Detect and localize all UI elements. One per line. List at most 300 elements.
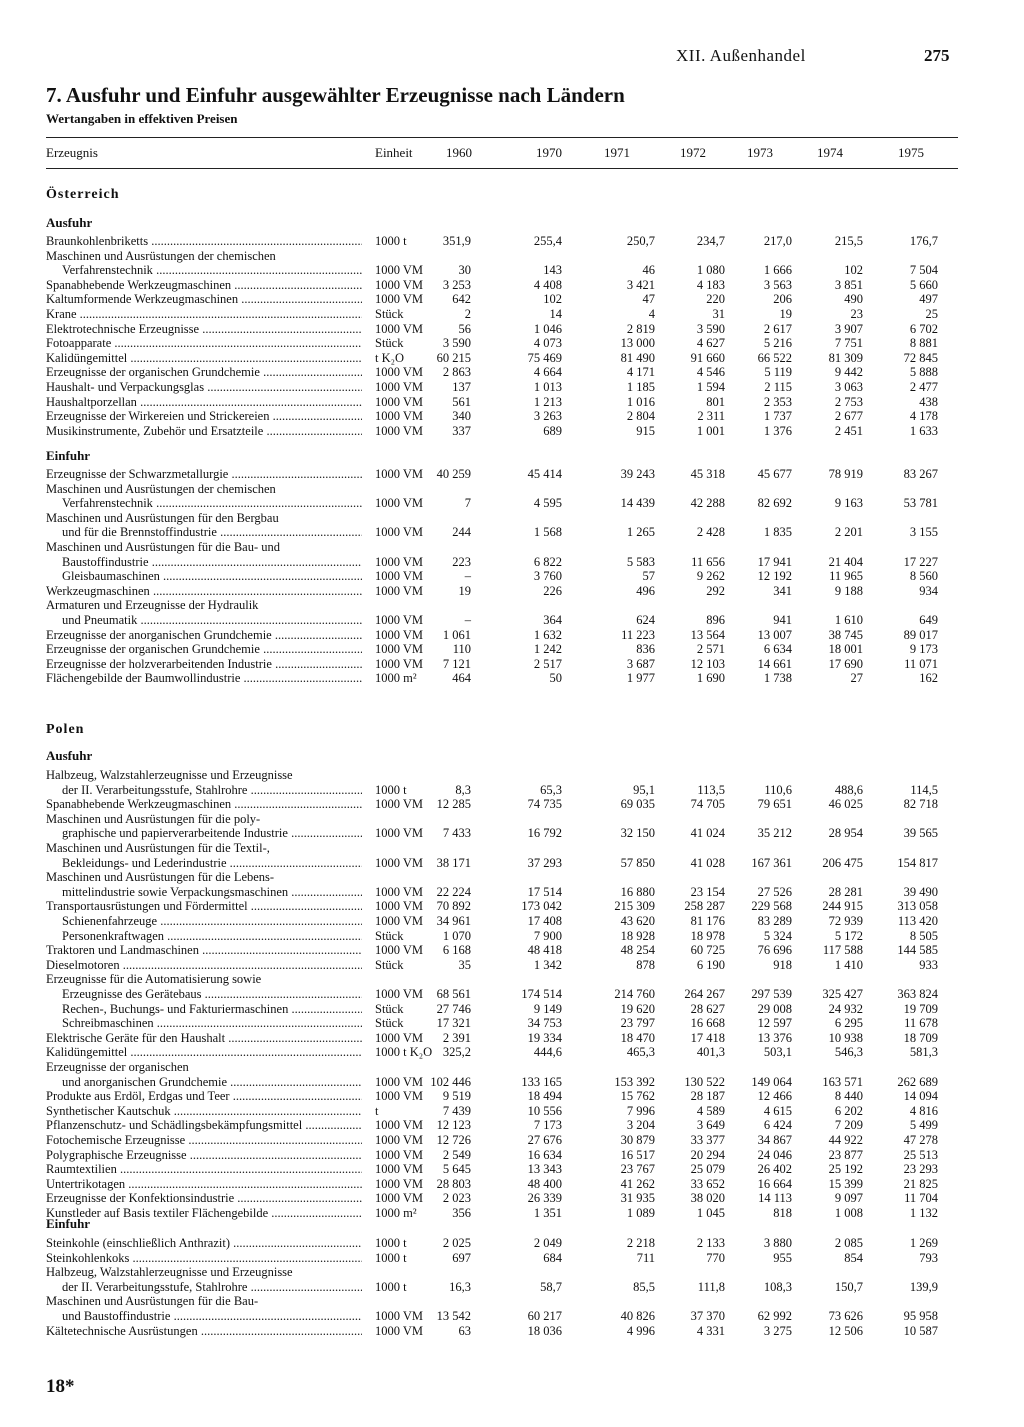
row-label: Spanabhebende Werkzeugmaschinen ..... <box>46 797 362 811</box>
row-label: der II. Verarbeitungsstufe, Stahlrohre ..... <box>62 1280 362 1294</box>
table-row <box>0 1045 1024 1059</box>
value-cell: 18 494 <box>527 1089 562 1104</box>
value-cell: 10 938 <box>828 1030 863 1045</box>
value-cell: 66 522 <box>757 350 792 365</box>
row-label: Erzeugnisse des Gerätebaus ..... <box>62 987 362 1001</box>
value-cell: 47 278 <box>903 1133 938 1147</box>
value-cell: 4 996 <box>626 1323 655 1338</box>
table-row <box>0 1280 1024 1294</box>
value-cell: 9 188 <box>834 583 863 598</box>
row-unit: 1000 VM <box>375 321 424 336</box>
row-label: Maschinen und Ausrüstungen für die poly- <box>46 811 261 826</box>
value-cell: 3 421 <box>626 277 655 292</box>
value-cell: 3 687 <box>626 656 655 671</box>
value-cell: 173 042 <box>521 899 562 914</box>
value-cell: 9 262 <box>696 569 725 584</box>
value-cell: 110,6 <box>764 782 792 797</box>
value-cell: 444,6 <box>533 1045 562 1060</box>
value-cell: 14 439 <box>620 496 655 511</box>
table-row <box>0 351 1024 365</box>
table-row <box>0 1265 1024 1279</box>
table-row <box>0 322 1024 336</box>
row-unit: 1000 VM <box>375 1176 424 1191</box>
row-label: Bekleidungs- und Lederindustrie ..... <box>62 856 362 870</box>
row-label: Kalidüngemittel ..... <box>46 1045 362 1059</box>
row-label: Braunkohlenbriketts ..... <box>46 234 362 248</box>
table-row <box>0 1148 1024 1162</box>
row-label: Maschinen und Ausrüstungen der chemischen <box>46 248 276 263</box>
value-cell: 110 <box>452 642 471 657</box>
value-cell: 85,5 <box>633 1279 655 1294</box>
row-label: Gleisbaumaschinen ..... <box>62 569 362 583</box>
value-cell: 2 353 <box>763 394 792 409</box>
value-cell: 2 023 <box>442 1191 471 1206</box>
row-unit: 1000 VM <box>375 569 424 584</box>
value-cell: 113,5 <box>697 782 725 797</box>
value-cell: 65,3 <box>540 782 562 797</box>
value-cell: 23 293 <box>903 1162 938 1177</box>
value-cell: 23 877 <box>828 1147 863 1162</box>
value-cell: 244 <box>452 525 471 540</box>
header-rule <box>46 168 958 169</box>
value-cell: 117 588 <box>822 943 863 958</box>
row-label: Armaturen und Erzeugnisse der Hydraulik <box>46 598 259 613</box>
column-header-unit: Einheit <box>375 145 413 160</box>
table-row <box>0 642 1024 656</box>
row-label: Maschinen und Ausrüstungen für den Bergbau <box>46 510 279 525</box>
value-cell: 313 058 <box>897 899 938 914</box>
value-cell: 1 016 <box>626 394 655 409</box>
value-cell: 2 218 <box>626 1236 655 1250</box>
row-label: der II. Verarbeitungsstufe, Stahlrohre ..... <box>62 783 362 797</box>
value-cell: 255,4 <box>533 234 562 248</box>
value-cell: 25 513 <box>903 1147 938 1162</box>
value-cell: 3 907 <box>834 321 863 336</box>
table-row <box>0 584 1024 598</box>
value-cell: 7 900 <box>533 928 562 943</box>
value-cell: 53 781 <box>903 496 938 511</box>
value-cell: 6 168 <box>442 943 471 958</box>
value-cell: 18 470 <box>620 1030 655 1045</box>
row-label: Rechen-, Buchungs- und Fakturiermaschinen ..... <box>62 1002 362 1016</box>
value-cell: 217,0 <box>763 234 792 248</box>
row-label: Fotoapparate ..... <box>46 336 362 350</box>
row-label: und für die Brennstoffindustrie ..... <box>62 525 362 539</box>
value-cell: 1 610 <box>834 613 863 627</box>
row-label: Dieselmotoren ..... <box>46 958 362 972</box>
group-heading: Einfuhr <box>46 1216 91 1231</box>
value-cell: 1 001 <box>696 423 725 438</box>
value-cell: 89 017 <box>903 627 938 642</box>
table-row <box>0 1236 1024 1250</box>
column-header-year: 1971 <box>604 145 630 160</box>
value-cell: 29 008 <box>757 1001 792 1016</box>
table-row <box>0 671 1024 685</box>
row-label: Raumtextilien ..... <box>46 1162 362 1176</box>
value-cell: 8 560 <box>909 569 938 584</box>
row-label: Personenkraftwagen ..... <box>62 929 362 943</box>
row-unit: Stück <box>375 336 404 351</box>
table-row <box>0 380 1024 394</box>
row-unit: 1000 VM <box>375 380 424 394</box>
row-unit: Stück <box>375 957 404 972</box>
value-cell: 226 <box>543 583 562 598</box>
value-cell: 39 490 <box>903 884 938 899</box>
value-cell: 72 939 <box>828 914 863 928</box>
value-cell: 1 132 <box>909 1206 938 1220</box>
value-cell: 11 965 <box>829 569 863 584</box>
table-row <box>0 783 1024 797</box>
value-cell: 74 705 <box>690 797 725 812</box>
value-cell: 2 804 <box>626 409 655 424</box>
value-cell: 1 265 <box>626 525 655 540</box>
value-cell: 28 281 <box>828 884 863 899</box>
value-cell: 41 024 <box>690 826 725 841</box>
row-unit: 1000 m² <box>375 671 417 686</box>
value-cell: 561 <box>452 394 471 409</box>
value-cell: 229 568 <box>751 899 792 914</box>
row-unit: 1000 VM <box>375 826 424 841</box>
table-row <box>0 365 1024 379</box>
value-cell: 3 275 <box>763 1323 792 1338</box>
row-unit: 1000 VM <box>375 855 424 870</box>
value-cell: 50 <box>549 671 562 686</box>
value-cell: – <box>464 569 471 584</box>
value-cell: 2 819 <box>626 321 655 336</box>
value-cell: 1 738 <box>763 671 792 686</box>
value-cell: 35 212 <box>757 826 792 841</box>
value-cell: 48 418 <box>527 943 562 958</box>
table-row <box>0 467 1024 481</box>
row-label: mittelindustrie sowie Verpackungsmaschinen ..... <box>62 885 362 899</box>
row-unit: 1000 t <box>375 1279 407 1294</box>
value-cell: 27 526 <box>757 884 792 899</box>
value-cell: 28 627 <box>690 1001 725 1016</box>
value-cell: 955 <box>773 1250 792 1265</box>
value-cell: 6 202 <box>834 1103 863 1118</box>
value-cell: 3 880 <box>763 1236 792 1250</box>
value-cell: 32 150 <box>620 826 655 841</box>
value-cell: 9 173 <box>909 642 938 657</box>
value-cell: 1 013 <box>533 380 562 394</box>
value-cell: 12 192 <box>757 569 792 584</box>
row-label: Kalidüngemittel ..... <box>46 351 362 365</box>
table-row <box>0 496 1024 510</box>
row-unit: 1000 t <box>375 1250 407 1265</box>
value-cell: 60 217 <box>527 1309 562 1323</box>
value-cell: 81 490 <box>620 350 655 365</box>
row-unit: 1000 VM <box>375 987 424 1001</box>
value-cell: 9 163 <box>834 496 863 511</box>
table-subtitle: Wertangaben in effektiven Preisen <box>46 111 238 126</box>
value-cell: 82 718 <box>903 797 938 812</box>
row-unit: t <box>375 1103 379 1118</box>
value-cell: 264 267 <box>684 987 725 1001</box>
table-row <box>0 943 1024 957</box>
value-cell: 262 689 <box>897 1074 938 1089</box>
row-unit: 1000 VM <box>375 423 424 438</box>
value-cell: 12 506 <box>828 1323 863 1338</box>
value-cell: 341 <box>773 583 792 598</box>
value-cell: 1 666 <box>763 263 792 278</box>
value-cell: 17 690 <box>828 656 863 671</box>
value-cell: 27 <box>850 671 863 686</box>
value-cell: 102 <box>844 263 863 278</box>
value-cell: 25 192 <box>828 1162 863 1177</box>
value-cell: 18 928 <box>620 928 655 943</box>
value-cell: 5 172 <box>834 928 863 943</box>
row-unit: 1000 VM <box>375 292 424 307</box>
value-cell: 3 649 <box>696 1118 725 1133</box>
value-cell: 4 408 <box>533 277 562 292</box>
page-number: 275 <box>924 46 950 65</box>
value-cell: 7 <box>464 496 471 511</box>
value-cell: 45 318 <box>690 467 725 481</box>
value-cell: 2 549 <box>442 1147 471 1162</box>
value-cell: 78 919 <box>828 467 863 481</box>
value-cell: 340 <box>452 409 471 424</box>
row-unit: 1000 VM <box>375 263 424 278</box>
value-cell: 23 154 <box>690 884 725 899</box>
row-label: Krane ..... <box>46 307 362 321</box>
value-cell: 351,9 <box>442 234 471 248</box>
value-cell: 3 760 <box>533 569 562 584</box>
table-row <box>0 569 1024 583</box>
row-unit: 1000 VM <box>375 1133 424 1147</box>
value-cell: 75 469 <box>527 350 562 365</box>
value-cell: 5 119 <box>764 365 792 380</box>
row-unit: 1000 VM <box>375 1309 424 1323</box>
value-cell: 2 677 <box>834 409 863 424</box>
value-cell: 1 242 <box>533 642 562 657</box>
value-cell: 60 725 <box>690 943 725 958</box>
value-cell: 39 243 <box>620 467 655 481</box>
row-label: Erzeugnisse der organischen Grundchemie ..... <box>46 365 362 379</box>
value-cell: 28 954 <box>828 826 863 841</box>
value-cell: 12 285 <box>436 797 471 812</box>
row-unit: 1000 VM <box>375 365 424 380</box>
table-row <box>0 797 1024 811</box>
row-label: Maschinen und Ausrüstungen für die Textil-, <box>46 841 270 855</box>
value-cell: 5 888 <box>909 365 938 380</box>
value-cell: 244 915 <box>822 899 863 914</box>
column-header-year: 1974 <box>817 145 843 160</box>
value-cell: 4 183 <box>696 277 725 292</box>
row-label: Halbzeug, Walzstahlerzeugnisse und Erzeugnisse <box>46 1265 293 1280</box>
value-cell: 7 751 <box>834 336 863 351</box>
value-cell: 20 294 <box>690 1147 725 1162</box>
value-cell: 770 <box>706 1250 725 1265</box>
row-unit: 1000 VM <box>375 467 424 481</box>
value-cell: 114,5 <box>910 782 938 797</box>
value-cell: 464 <box>452 671 471 686</box>
value-cell: 7 173 <box>533 1118 562 1133</box>
value-cell: 17 227 <box>903 554 938 569</box>
group-heading: Einfuhr <box>46 448 91 463</box>
row-unit: 1000 VM <box>375 409 424 424</box>
country-heading: Österreich <box>46 187 120 202</box>
value-cell: 46 025 <box>828 797 863 812</box>
value-cell: 40 826 <box>620 1309 655 1323</box>
value-cell: 6 424 <box>763 1118 792 1133</box>
table-row <box>0 555 1024 569</box>
value-cell: 13 007 <box>757 627 792 642</box>
value-cell: 63 <box>458 1323 471 1338</box>
value-cell: 69 035 <box>620 797 655 812</box>
value-cell: 23 797 <box>620 1016 655 1031</box>
value-cell: 41 028 <box>690 855 725 870</box>
value-cell: 4 816 <box>909 1103 938 1118</box>
table-row <box>0 1294 1024 1308</box>
value-cell: 57 850 <box>620 855 655 870</box>
table-row <box>0 1089 1024 1103</box>
value-cell: 2 428 <box>696 525 725 540</box>
table-row <box>0 409 1024 423</box>
value-cell: 220 <box>706 292 725 307</box>
value-cell: 1 410 <box>834 957 863 972</box>
value-cell: 45 414 <box>527 467 562 481</box>
row-unit: 1000 VM <box>375 1074 424 1089</box>
value-cell: 16 880 <box>620 884 655 899</box>
value-cell: 95 958 <box>903 1309 938 1323</box>
value-cell: 250,7 <box>626 234 655 248</box>
row-label: Flächengebilde der Baumwollindustrie ..... <box>46 671 362 685</box>
value-cell: 23 767 <box>620 1162 655 1177</box>
value-cell: 915 <box>636 423 655 438</box>
row-label: Synthetischer Kautschuk ..... <box>46 1104 362 1118</box>
table-row <box>0 1324 1024 1338</box>
value-cell: 223 <box>452 554 471 569</box>
value-cell: 8 505 <box>909 928 938 943</box>
column-header-year: 1975 <box>898 145 924 160</box>
value-cell: 74 735 <box>527 797 562 812</box>
row-unit: 1000 VM <box>375 1162 424 1177</box>
row-unit: 1000 VM <box>375 1323 424 1338</box>
value-cell: 490 <box>844 292 863 307</box>
value-cell: 143 <box>543 263 562 278</box>
value-cell: 697 <box>452 1250 471 1265</box>
group-heading: Ausfuhr <box>46 215 93 230</box>
value-cell: 5 645 <box>442 1162 471 1177</box>
value-cell: 9 149 <box>533 1001 562 1016</box>
row-label: Steinkohlenkoks ..... <box>46 1251 362 1265</box>
value-cell: 878 <box>636 957 655 972</box>
row-unit: 1000 VM <box>375 899 424 914</box>
value-cell: 5 660 <box>909 277 938 292</box>
value-cell: 297 539 <box>751 987 792 1001</box>
value-cell: 2 049 <box>533 1236 562 1250</box>
value-cell: 934 <box>919 583 938 598</box>
value-cell: 1 185 <box>626 380 655 394</box>
value-cell: 7 433 <box>442 826 471 841</box>
table-row <box>0 826 1024 840</box>
row-label: Kältetechnische Ausrüstungen ..... <box>46 1324 362 1338</box>
row-unit: 1000 VM <box>375 1147 424 1162</box>
value-cell: 21 404 <box>828 554 863 569</box>
row-unit: 1000 VM <box>375 554 424 569</box>
value-cell: 149 064 <box>751 1074 792 1089</box>
value-cell: 3 204 <box>626 1118 655 1133</box>
value-cell: 14 094 <box>903 1089 938 1104</box>
row-unit: 1000 VM <box>375 496 424 511</box>
table-row <box>0 1133 1024 1147</box>
value-cell: 27 746 <box>436 1001 471 1016</box>
value-cell: 711 <box>636 1250 655 1265</box>
table-row <box>0 1075 1024 1089</box>
row-unit: 1000 VM <box>375 1089 424 1104</box>
row-label: Maschinen und Ausrüstungen für die Lebens- <box>46 870 275 885</box>
row-label: Baustoffindustrie ..... <box>62 555 362 569</box>
value-cell: 81 176 <box>690 914 725 928</box>
value-cell: 3 263 <box>533 409 562 424</box>
table-row <box>0 482 1024 496</box>
value-cell: 176,7 <box>909 234 938 248</box>
value-cell: 16 792 <box>527 826 562 841</box>
value-cell: 793 <box>919 1250 938 1265</box>
value-cell: 4 546 <box>696 365 725 380</box>
table-row <box>0 540 1024 554</box>
value-cell: 7 121 <box>442 656 471 671</box>
value-cell: 1 835 <box>763 525 792 540</box>
row-label: Fotochemische Erzeugnisse ..... <box>46 1133 362 1147</box>
row-unit: Stück <box>375 928 404 943</box>
value-cell: 5 499 <box>909 1118 938 1133</box>
row-unit: Stück <box>375 1016 404 1031</box>
value-cell: 9 519 <box>442 1089 471 1104</box>
value-cell: 8 881 <box>909 336 938 351</box>
value-cell: 5 583 <box>626 554 655 569</box>
value-cell: 1 269 <box>909 1236 938 1250</box>
value-cell: 258 287 <box>684 899 725 914</box>
value-cell: 12 726 <box>436 1133 471 1147</box>
value-cell: 47 <box>642 292 655 307</box>
row-unit: 1000 VM <box>375 277 424 292</box>
value-cell: 46 <box>642 263 655 278</box>
value-cell: 801 <box>706 394 725 409</box>
value-cell: 17 321 <box>436 1016 471 1031</box>
value-cell: 12 123 <box>436 1118 471 1133</box>
value-cell: 1 070 <box>442 928 471 943</box>
country-heading: Polen <box>46 722 85 737</box>
row-unit: 1000 t K₂O <box>375 1045 433 1060</box>
value-cell: 30 879 <box>620 1133 655 1147</box>
row-unit: 1000 VM <box>375 394 424 409</box>
value-cell: 6 295 <box>834 1016 863 1031</box>
row-unit: 1000 VM <box>375 797 424 812</box>
table-row <box>0 768 1024 782</box>
row-unit: 1000 t <box>375 1236 407 1250</box>
value-cell: 465,3 <box>626 1045 655 1060</box>
value-cell: 154 817 <box>897 855 938 870</box>
value-cell: 503,1 <box>763 1045 792 1060</box>
value-cell: 73 626 <box>828 1309 863 1323</box>
value-cell: 30 <box>458 263 471 278</box>
value-cell: 11 223 <box>621 627 655 642</box>
value-cell: 26 339 <box>527 1191 562 1206</box>
row-unit: 1000 t <box>375 782 407 797</box>
row-label: Schienenfahrzeuge ..... <box>62 914 362 928</box>
value-cell: 7 504 <box>909 263 938 278</box>
value-cell: 3 253 <box>442 277 471 292</box>
table-row <box>0 841 1024 855</box>
value-cell: 933 <box>919 957 938 972</box>
value-cell: 28 803 <box>436 1176 471 1191</box>
group-heading: Ausfuhr <box>46 748 93 763</box>
row-label: Maschinen und Ausrüstungen für die Bau- und <box>46 540 280 554</box>
value-cell: 91 660 <box>690 350 725 365</box>
value-cell: 1 046 <box>533 321 562 336</box>
value-cell: 206 <box>773 292 792 307</box>
